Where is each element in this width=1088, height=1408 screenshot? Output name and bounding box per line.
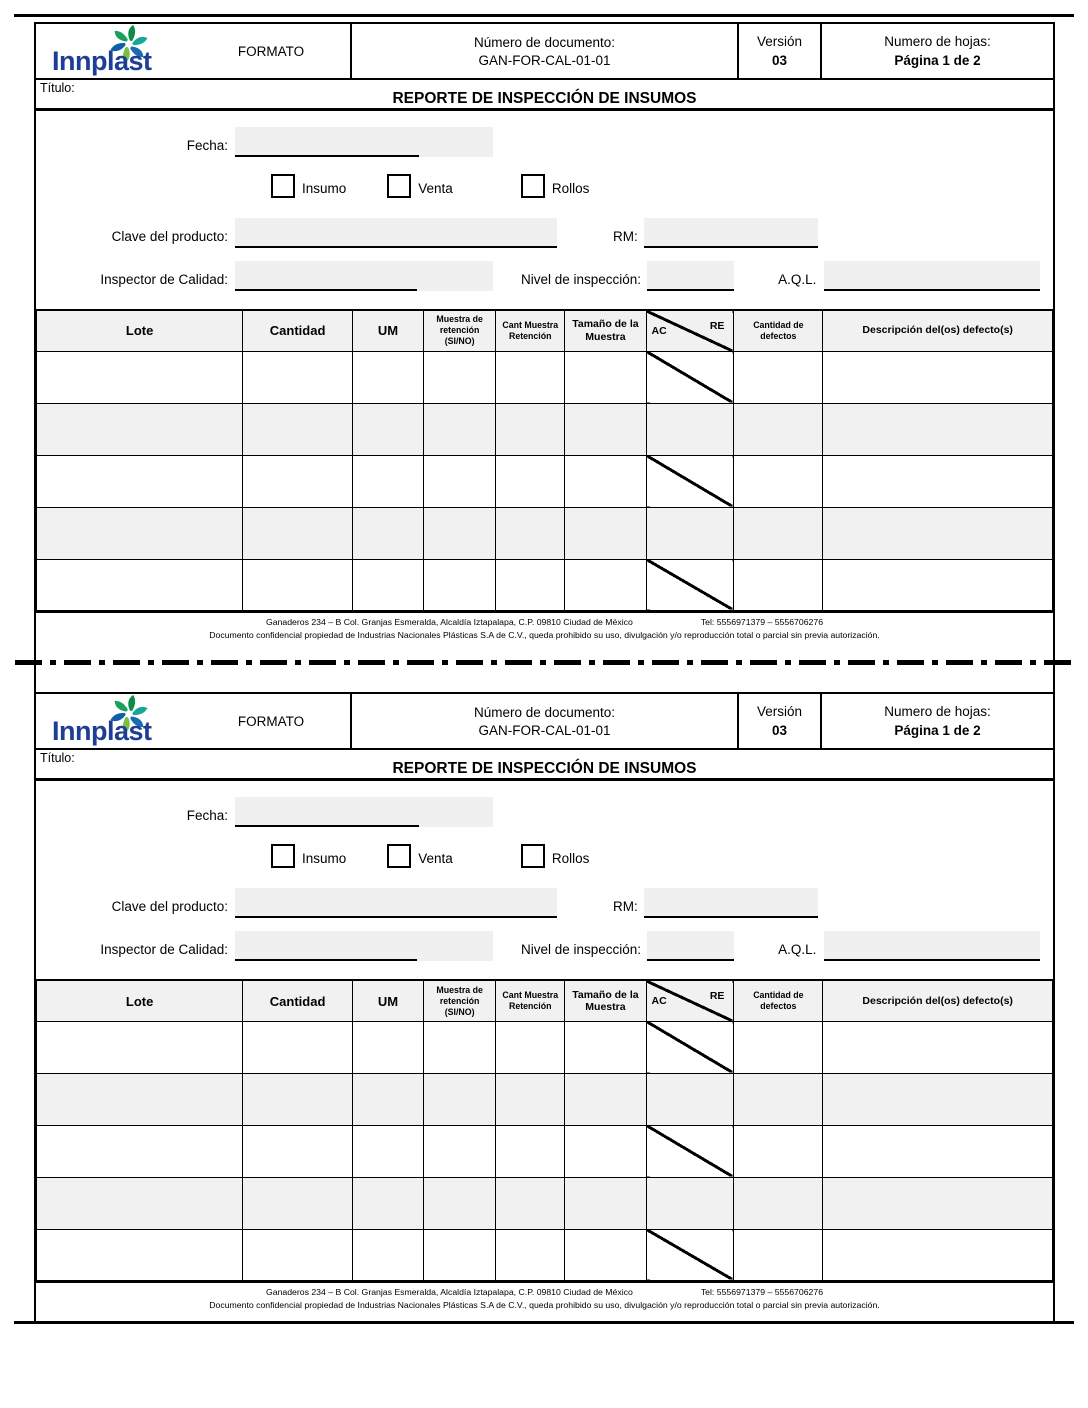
insumo-checkbox [271, 174, 295, 198]
table-row [37, 1021, 1053, 1073]
ac-re-cell [646, 455, 734, 507]
table-row [37, 1229, 1053, 1281]
ac-re-cell [646, 403, 734, 455]
inspector-label: Inspector de Calidad: [100, 942, 228, 958]
inspector-row [36, 931, 1053, 961]
document-title: REPORTE DE INSPECCIÓN DE INSUMOS [392, 760, 697, 778]
col-header-descripcion: Descripción del(os) defecto(s) [823, 980, 1053, 1021]
page-top-cut-line [14, 14, 1074, 17]
page-bottom-cut-line [14, 1321, 1074, 1324]
col-header-cantidad-defectos: Cantidad de defectos [734, 980, 823, 1021]
inspector-row [36, 261, 1053, 291]
form-fields [36, 111, 1053, 309]
table-header-row [37, 980, 1053, 1021]
col-header-cantidad-defectos: Cantidad de defectos [734, 310, 823, 351]
fecha-field [235, 127, 493, 157]
insumo-checkbox-label: Insumo [302, 181, 347, 196]
col-header-um: UM [352, 980, 423, 1021]
col-header-lote: Lote [37, 310, 243, 351]
footer-address: Ganaderos 234 – B Col. Granjas Esmeralda, Alcaldía Iztapalapa, C.P. 09810 Ciudad de México [265, 1286, 633, 1297]
footer-address-line [36, 1286, 1053, 1299]
aql-label: A.Q.L. [778, 272, 817, 287]
table-row [37, 1177, 1053, 1229]
venta-checkbox-label: Venta [418, 851, 453, 867]
aql-field [824, 261, 1040, 291]
pages-label: Numero de hojas: [884, 34, 991, 49]
header-doc-cell [350, 24, 737, 78]
title-band [36, 750, 1053, 781]
form-footer [36, 1283, 1053, 1321]
venta-checkbox [387, 844, 411, 868]
rollos-checkbox [521, 844, 545, 868]
form-footer [36, 613, 1053, 651]
col-header-ac-re [646, 980, 734, 1021]
ac-re-cell [646, 1125, 734, 1177]
clave-field [235, 888, 557, 918]
inspector-label: Inspector de Calidad: [100, 272, 228, 287]
fecha-row [36, 127, 1053, 157]
doc-number-value: GAN-FOR-CAL-01-01 [478, 52, 611, 68]
type-checkboxes-row [36, 174, 1053, 198]
col-header-muestra-retencion: Muestra de retención (SI/NO) [424, 310, 496, 351]
table-row [37, 559, 1053, 611]
inspection-form [36, 22, 1053, 650]
form-header [36, 692, 1053, 750]
form-fields [36, 781, 1053, 979]
col-header-muestra-retencion: Muestra de retención (SI/NO) [424, 980, 496, 1021]
nivel-field [647, 931, 734, 961]
table-body [37, 351, 1053, 611]
doc-number-value: GAN-FOR-CAL-01-01 [478, 722, 611, 738]
clave-label: Clave del producto: [111, 229, 228, 244]
rm-label: RM: [613, 899, 638, 915]
col-header-cantidad: Cantidad [243, 980, 353, 1021]
innplast-logo [52, 693, 210, 749]
formato-label: FORMATO [237, 43, 305, 59]
table-row [37, 1073, 1053, 1125]
version-label: Versión [756, 34, 803, 49]
col-header-tamano-muestra: Tamaño de la Muestra [565, 310, 646, 351]
footer-address-line [36, 616, 1053, 629]
table-row [37, 507, 1053, 559]
type-checkboxes-row [36, 844, 1053, 868]
table-row [37, 403, 1053, 455]
fecha-label: Fecha: [186, 808, 228, 824]
nivel-label: Nivel de inspección: [521, 942, 642, 958]
ac-re-cell [646, 1229, 734, 1281]
rollos-checkbox-label: Rollos [551, 181, 590, 196]
footer-tel: Tel: 5556971379 – 5556706276 [700, 616, 824, 627]
pages-value: Página 1 de 2 [894, 53, 981, 68]
formato-label: FORMATO [237, 713, 305, 729]
form-sheet [34, 22, 1055, 1321]
nivel-field [647, 261, 734, 291]
table-header-row [37, 310, 1053, 351]
inspector-field [235, 261, 493, 291]
col-header-descripcion: Descripción del(os) defecto(s) [823, 310, 1053, 351]
table-row [37, 351, 1053, 403]
inspection-table [36, 979, 1053, 1283]
header-version-cell [737, 694, 820, 748]
version-label: Versión [756, 704, 803, 720]
ac-re-cell [646, 351, 734, 403]
rollos-checkbox [521, 174, 545, 198]
innplast-logo [52, 23, 210, 79]
header-brand-cell [36, 24, 350, 78]
col-header-cant-muestra: Cant Muestra Retención [496, 980, 565, 1021]
header-brand-cell [36, 694, 350, 748]
col-header-um: UM [352, 310, 423, 351]
header-doc-cell [350, 694, 737, 748]
rm-field [644, 888, 818, 918]
rm-label: RM: [613, 229, 638, 244]
doc-number-label: Número de documento: [473, 34, 616, 50]
col-header-cant-muestra: Cant Muestra Retención [496, 310, 565, 351]
header-pages-cell [820, 694, 1053, 748]
ac-re-cell [646, 507, 734, 559]
brand-wordmark: Innplast [52, 46, 152, 76]
re-label: RE [709, 990, 725, 1003]
titulo-label: Título: [40, 81, 75, 95]
table-row [37, 1125, 1053, 1177]
fecha-field [235, 797, 493, 827]
title-band [36, 80, 1053, 111]
col-header-ac-re [646, 310, 734, 351]
re-label: RE [709, 320, 725, 332]
ac-re-cell [646, 1021, 734, 1073]
clave-row [36, 218, 1053, 248]
venta-checkbox-label: Venta [418, 181, 453, 196]
ac-label: AC [651, 995, 667, 1008]
pages-label: Numero de hojas: [884, 704, 991, 720]
doc-number-label: Número de documento: [473, 704, 616, 720]
header-version-cell [737, 24, 820, 78]
cut-here-separator-line [15, 660, 1073, 665]
clave-row [36, 888, 1053, 918]
ac-label: AC [651, 324, 667, 337]
document-title: REPORTE DE INSPECCIÓN DE INSUMOS [392, 90, 697, 107]
table-row [37, 455, 1053, 507]
clave-field [235, 218, 557, 248]
col-header-lote: Lote [37, 980, 243, 1021]
version-value: 03 [771, 723, 788, 739]
aql-field [824, 931, 1040, 961]
venta-checkbox [387, 174, 411, 198]
header-pages-cell [820, 24, 1053, 78]
ac-re-cell [646, 1177, 734, 1229]
footer-address: Ganaderos 234 – B Col. Granjas Esmeralda, Alcaldía Iztapalapa, C.P. 09810 Ciudad de México [265, 616, 633, 627]
fecha-label: Fecha: [186, 138, 228, 153]
footer-confidential: Documento confidencial propiedad de Industrias Nacionales Plásticas S.A de C.V., queda prohibido su uso, divulgación y/o reproducción total o parcial sin previa autorización. [209, 629, 880, 640]
inspection-table [36, 309, 1053, 613]
ac-re-cell [646, 1073, 734, 1125]
footer-tel: Tel: 5556971379 – 5556706276 [700, 1286, 824, 1297]
clave-label: Clave del producto: [111, 899, 228, 915]
version-value: 03 [771, 53, 788, 68]
col-header-tamano-muestra: Tamaño de la Muestra [565, 980, 646, 1021]
insumo-checkbox-label: Insumo [302, 851, 347, 867]
table-body [37, 1021, 1053, 1281]
inspector-field [235, 931, 493, 961]
rollos-checkbox-label: Rollos [551, 851, 590, 867]
insumo-checkbox [271, 844, 295, 868]
aql-label: A.Q.L. [778, 942, 817, 958]
form-header [36, 22, 1053, 80]
ac-re-cell [646, 559, 734, 611]
titulo-label: Título: [40, 751, 75, 766]
nivel-label: Nivel de inspección: [521, 272, 642, 287]
rm-field [644, 218, 818, 248]
inspection-form [36, 692, 1053, 1320]
pages-value: Página 1 de 2 [894, 723, 981, 739]
footer-confidential: Documento confidencial propiedad de Industrias Nacionales Plásticas S.A de C.V., queda prohibido su uso, divulgación y/o reproducción total o parcial sin previa autorización. [209, 1300, 880, 1311]
col-header-cantidad: Cantidad [243, 310, 353, 351]
fecha-row [36, 797, 1053, 827]
brand-wordmark: Innplast [52, 716, 152, 747]
